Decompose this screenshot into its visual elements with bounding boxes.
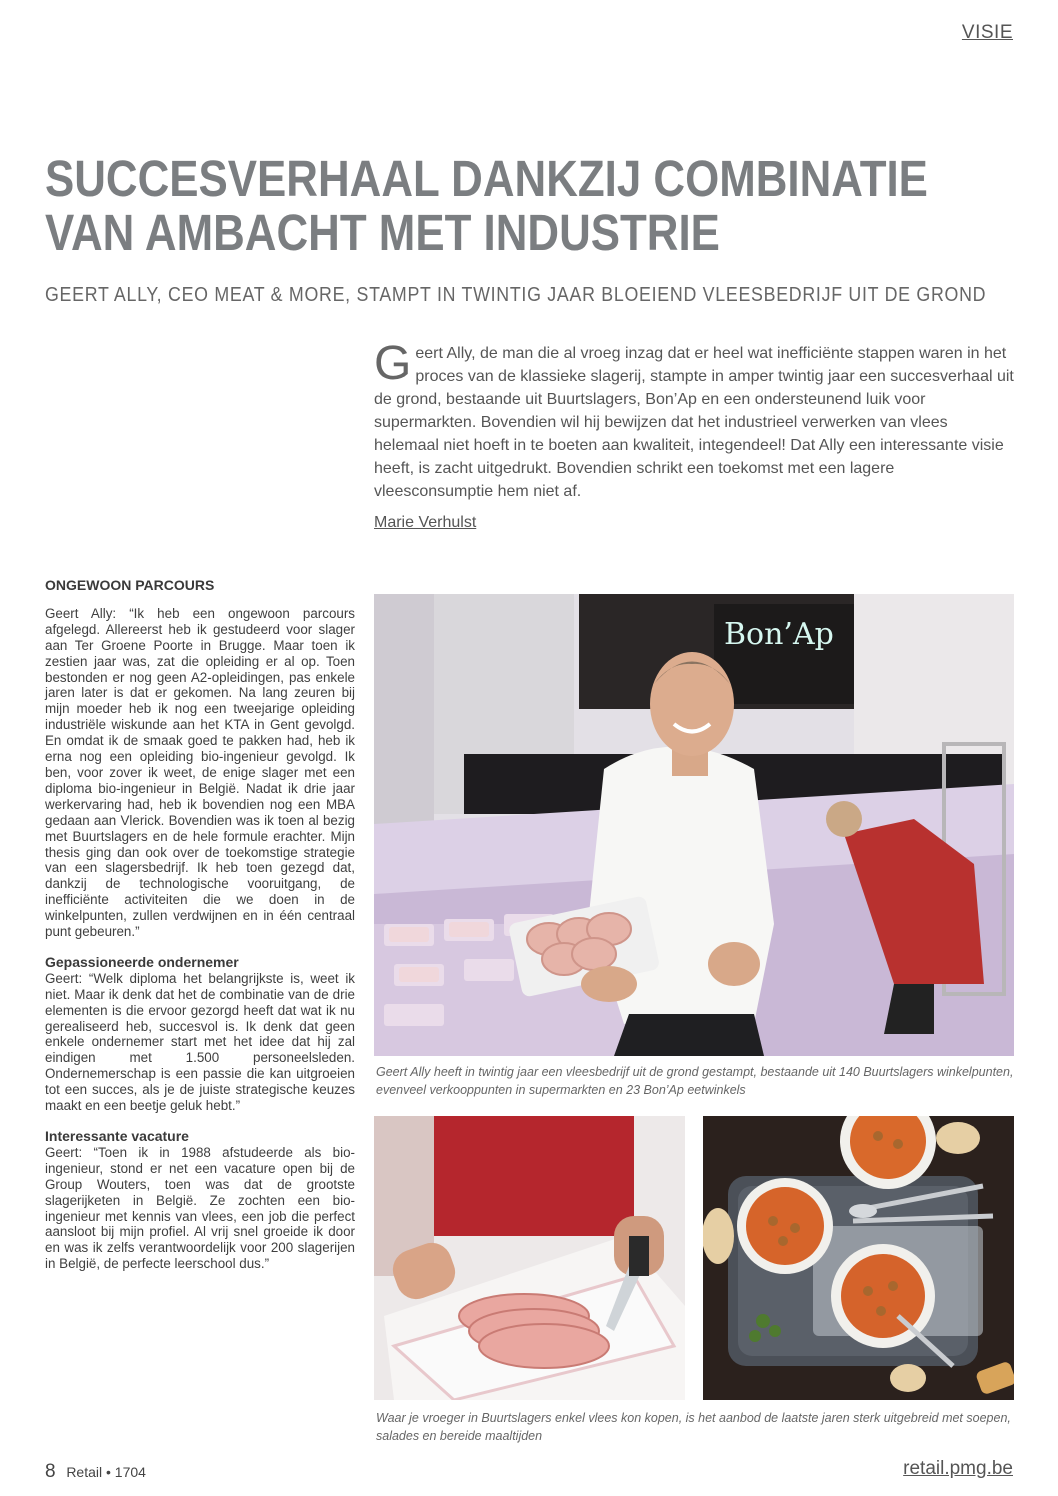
caption-bottom-photos: Waar je vroeger in Buurtslagers enkel vlees kon kopen, is het aanbod de laatste jaren sterk uitgebreid met soepen, salades en bereide maaltijden xyxy=(376,1411,1011,1443)
section-label[interactable]: VISIE xyxy=(961,22,1013,43)
section-body-3: Geert: “Toen ik in 1988 afstudeerde als bio-ingenieur, stond er net een vacature open bij de Group Wouters, toen was dat de grootste slagerijketen in België. Ze zochten een bio-ingenieur met kennis van vlees, een job die perfect aansloot bij mijn profiel. Al vrij snel groeide ik door en was ik zelfs verantwoordelijk voor 200 slagerijen in België, de perfecte leerschool dus.” xyxy=(45,1144,355,1272)
title-line-2: VAN AMBACHT MET INDUSTRIE xyxy=(45,204,720,261)
website-link[interactable]: retail.pmg.be xyxy=(903,1458,1013,1479)
main-photo xyxy=(374,594,1014,1056)
article-title xyxy=(45,150,928,261)
body-column xyxy=(45,578,355,1272)
meat-cutting-photo xyxy=(374,1116,685,1400)
section-body-1: Geert Ally: “Ik heb een ongewoon parcours afgelegd. Allereerst heb ik gestudeerd voor slager aan Ter Groene Poorte in Brugge. Maar toen ik zestien jaar was, zat die opleiding er al op. Toen bestonden er nog geen A2-opleidingen, pas enkele jaren later is dat er gekomen. Na lang zeuren bij mijn moeder heb ik nog een tweejarige opleiding industriële wiskunde aan het KTA in Gent gevolgd. En omdat ik de smaak goed te pakken had, heb ik erna nog een opleiding bio-ingenieur gevolgd. Ik ben, voor zover ik weet, de enige slager met een diploma bio-ingenieur in België. Nadat ik drie jaar werkervaring had, heb ik bovendien nog een MBA gedaan aan Vlerick. Bovendien was ik toen al bezig met Buurtslagers en de hele formule erachter. Mijn thesis ging dan ook over de toekomstige strategie van een slagersbedrijf. Ik heb toen gezegd dat, dankzij de technologische vooruitgang, de inefficiënte activiteiten die we doen in de winkelpunten, zullen verdwijnen en in één centraal punt gebeuren.” xyxy=(45,605,355,940)
meat-cutting-illustration xyxy=(374,1116,685,1400)
drop-cap: G xyxy=(374,337,412,390)
intro-paragraph xyxy=(374,337,1014,503)
section-heading-2: Gepassioneerde ondernemer xyxy=(45,953,239,970)
soup-photo xyxy=(703,1116,1014,1400)
section-heading-3: Interessante vacature xyxy=(45,1128,189,1144)
article-subtitle: GEERT ALLY, CEO MEAT & MORE, STAMPT IN TWINTIG JAAR BLOEIEND VLEESBEDRIJF UIT DE GROND xyxy=(45,284,987,306)
main-photo-illustration xyxy=(374,594,1014,1056)
section-heading-1: ONGEWOON PARCOURS xyxy=(45,577,215,593)
caption-main-photo: Geert Ally heeft in twintig jaar een vleesbedrijf uit de grond gestampt, bestaande uit 140 Buurtslagers winkelpunten, evenveel verkooppunten in supermarkten en 23 Bon’Ap eetwinkels xyxy=(376,1065,1014,1097)
page-number: 8 xyxy=(45,1461,56,1482)
page-footer xyxy=(45,1461,146,1483)
section-body-2: Geert: “Welk diploma het belangrijkste is, weet ik niet. Maar ik denk dat het de combinatie van de drie elementen is die ervoor gezorgd heeft dat wat ik nu gerealiseerd heb, succesvol is. Ik denk dat geen enkele ondernemer start met het idee dat hij zal eindigen met 1.500 personeelsleden. Ondernemerschap is een passie die kan uitgroeien tot een succes, als je de juiste strategische keuzes maakt en een beetje geluk hebt.” xyxy=(45,970,355,1114)
intro-text: eert Ally, de man die al vroeg inzag dat er heel wat inefficiënte stappen waren in het proces van de klassieke slagerij, stampte in amper twintig jaar een succesverhaal uit de grond, bestaande uit Buurtslagers, Bon’Ap en een ondersteunend luik voor supermarkten. Bovendien wil hij bewijzen dat het industrieel verwerken van vlees helemaal niet hoeft in te boeten aan kwaliteit, integendeel! Dat Ally een interessante visie heeft, is zacht uitgedrukt. Bovendien schrikt een toekomst met een lagere vleesconsumptie hem niet af. xyxy=(374,345,1014,500)
author-link[interactable]: Marie Verhulst xyxy=(374,514,477,531)
shop-sign: Bon’Ap xyxy=(724,617,834,652)
title-line-1: SUCCESVERHAAL DANKZIJ COMBINATIE xyxy=(45,150,928,207)
soup-illustration xyxy=(703,1116,1014,1400)
publication-issue: Retail • 1704 xyxy=(66,1464,146,1480)
